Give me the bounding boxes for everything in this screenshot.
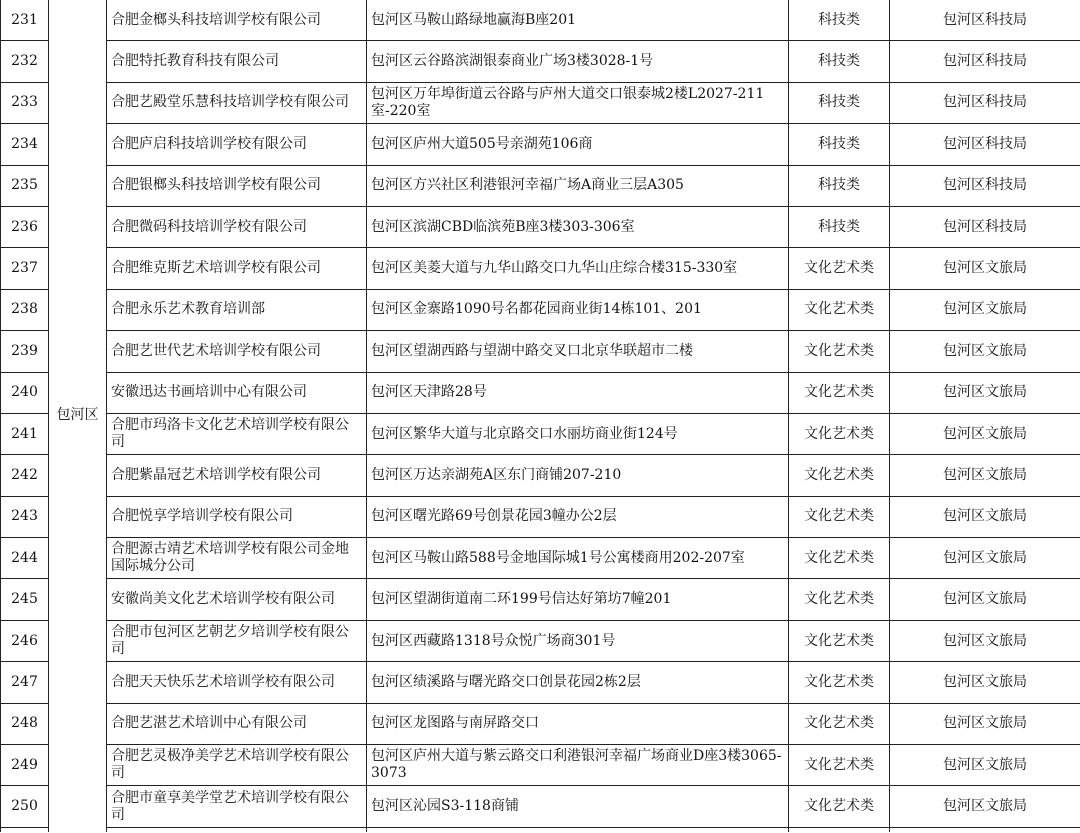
supervising-bureau: 包河区科技局: [890, 0, 1080, 41]
supervising-bureau: 包河区文旅局: [890, 538, 1080, 579]
table-row: [1, 124, 1080, 165]
supervising-bureau: 包河区文旅局: [890, 620, 1080, 661]
institution-category: 文化艺术类: [789, 413, 890, 454]
table-row: [1, 0, 1080, 41]
institution-address: 包河区马鞍山路588号金地国际城1号公寓楼商用202-207室: [367, 538, 789, 579]
supervising-bureau: 包河区科技局: [890, 41, 1080, 82]
row-number: 250: [1, 786, 49, 827]
row-number: 244: [1, 538, 49, 579]
supervising-bureau: 包河区文旅局: [890, 289, 1080, 330]
row-number: 237: [1, 248, 49, 289]
supervising-bureau: 包河区文旅局: [890, 579, 1080, 620]
institution-address: 包河区天津路28号: [367, 372, 789, 413]
supervising-bureau: 包河区文旅局: [890, 786, 1080, 827]
table-body: [1, 0, 1080, 832]
institution-category: 文化艺术类: [789, 455, 890, 496]
institution-category: 文化艺术类: [789, 703, 890, 744]
institution-name: 合肥永乐艺术教育培训部: [107, 289, 367, 330]
institution-category: 文化艺术类: [789, 579, 890, 620]
table-row: [1, 248, 1080, 289]
row-number: 234: [1, 124, 49, 165]
institution-address: 包河区繁华大道与北京路交口水丽坊商业街124号: [367, 413, 789, 454]
partial-cell: [1, 827, 49, 832]
institution-address: 包河区曙光路69号创景花园3幢办公2层: [367, 496, 789, 537]
institution-category: 文化艺术类: [789, 331, 890, 372]
row-number: 243: [1, 496, 49, 537]
institution-name: 合肥艺灵极净美学艺术培训学校有限公司: [107, 745, 367, 786]
supervising-bureau: 包河区文旅局: [890, 455, 1080, 496]
partial-cell: [367, 827, 789, 832]
table-row: [1, 786, 1080, 827]
institution-name: 合肥市包河区艺朝艺夕培训学校有限公司: [107, 620, 367, 661]
district-cell: 包河区: [49, 0, 107, 832]
institution-category: 文化艺术类: [789, 786, 890, 827]
supervising-bureau: 包河区文旅局: [890, 331, 1080, 372]
institution-category: 科技类: [789, 41, 890, 82]
institution-address: 包河区绩溪路与曙光路交口创景花园2栋2层: [367, 662, 789, 703]
table-row-partial: [1, 827, 1080, 832]
row-number: 246: [1, 620, 49, 661]
institution-address: 包河区龙图路与南屏路交口: [367, 703, 789, 744]
table-row: [1, 496, 1080, 537]
row-number: 247: [1, 662, 49, 703]
institution-address: 包河区望湖街道南二环199号信达好第坊7幢201: [367, 579, 789, 620]
table-row: [1, 413, 1080, 454]
supervising-bureau: 包河区科技局: [890, 165, 1080, 206]
institution-name: 合肥市玛洛卡文化艺术培训学校有限公司: [107, 413, 367, 454]
institution-name: 合肥天天快乐艺术培训学校有限公司: [107, 662, 367, 703]
supervising-bureau: 包河区文旅局: [890, 413, 1080, 454]
institution-name: 合肥市童享美学堂艺术培训学校有限公司: [107, 786, 367, 827]
institution-category: 文化艺术类: [789, 620, 890, 661]
row-number: 232: [1, 41, 49, 82]
supervising-bureau: 包河区文旅局: [890, 496, 1080, 537]
row-number: 233: [1, 82, 49, 123]
table-row: [1, 703, 1080, 744]
institution-category: 科技类: [789, 0, 890, 41]
institution-name: 合肥源古靖艺术培训学校有限公司金地国际城分公司: [107, 538, 367, 579]
table-row: [1, 662, 1080, 703]
table-row: [1, 455, 1080, 496]
institution-address: 包河区万年埠街道云谷路与庐州大道交口银泰城2楼L2027-211室-220室: [367, 82, 789, 123]
institution-category: 文化艺术类: [789, 289, 890, 330]
institution-category: 文化艺术类: [789, 662, 890, 703]
row-number: 240: [1, 372, 49, 413]
institution-address: 包河区方兴社区利港银河幸福广场A商业三层A305: [367, 165, 789, 206]
supervising-bureau: 包河区科技局: [890, 206, 1080, 247]
table-row: [1, 745, 1080, 786]
institution-name: 合肥艺世代艺术培训学校有限公司: [107, 331, 367, 372]
table-row: [1, 289, 1080, 330]
institution-name: 安徽迅达书画培训中心有限公司: [107, 372, 367, 413]
institution-category: 文化艺术类: [789, 538, 890, 579]
table-row: [1, 579, 1080, 620]
supervising-bureau: 包河区文旅局: [890, 372, 1080, 413]
institution-category: 科技类: [789, 206, 890, 247]
institution-address: 包河区庐州大道505号亲湖苑106商: [367, 124, 789, 165]
row-number: 241: [1, 413, 49, 454]
institution-name: 安徽尚美文化艺术培训学校有限公司: [107, 579, 367, 620]
supervising-bureau: 包河区科技局: [890, 82, 1080, 123]
institution-address: 包河区马鞍山路绿地赢海B座201: [367, 0, 789, 41]
row-number: 239: [1, 331, 49, 372]
institution-name: 合肥艺湛艺术培训中心有限公司: [107, 703, 367, 744]
institution-name: 合肥艺殿堂乐慧科技培训学校有限公司: [107, 82, 367, 123]
institution-category: 科技类: [789, 124, 890, 165]
table-row: [1, 206, 1080, 247]
table-row: [1, 165, 1080, 206]
table-row: [1, 82, 1080, 123]
supervising-bureau: 包河区科技局: [890, 124, 1080, 165]
table-row: [1, 331, 1080, 372]
institution-category: 科技类: [789, 165, 890, 206]
row-number: 238: [1, 289, 49, 330]
institution-category: 文化艺术类: [789, 372, 890, 413]
institution-address: 包河区万达亲湖苑A区东门商铺207-210: [367, 455, 789, 496]
institution-address: 包河区金寨路1090号名都花园商业街14栋101、201: [367, 289, 789, 330]
institution-category: 科技类: [789, 82, 890, 123]
supervising-bureau: 包河区文旅局: [890, 703, 1080, 744]
institution-category: 文化艺术类: [789, 745, 890, 786]
institution-address: 包河区滨湖CBD临滨苑B座3楼303-306室: [367, 206, 789, 247]
institution-address: 包河区沁园S3-118商铺: [367, 786, 789, 827]
supervising-bureau: 包河区文旅局: [890, 745, 1080, 786]
institution-category: 文化艺术类: [789, 496, 890, 537]
row-number: 245: [1, 579, 49, 620]
table-row: [1, 620, 1080, 661]
supervising-bureau: 包河区文旅局: [890, 662, 1080, 703]
row-number: 248: [1, 703, 49, 744]
institution-address: 包河区庐州大道与紫云路交口利港银河幸福广场商业D座3楼3065-3073: [367, 745, 789, 786]
partial-cell: [107, 827, 367, 832]
institution-address: 包河区美菱大道与九华山路交口九华山庄综合楼315-330室: [367, 248, 789, 289]
institution-name: 合肥维克斯艺术培训学校有限公司: [107, 248, 367, 289]
row-number: 235: [1, 165, 49, 206]
supervising-bureau: 包河区文旅局: [890, 248, 1080, 289]
institution-name: 合肥银榔头科技培训学校有限公司: [107, 165, 367, 206]
institution-name: 合肥悦享学培训学校有限公司: [107, 496, 367, 537]
partial-cell: [890, 827, 1080, 832]
institution-name: 合肥庐启科技培训学校有限公司: [107, 124, 367, 165]
institution-name: 合肥紫晶冠艺术培训学校有限公司: [107, 455, 367, 496]
institution-category: 文化艺术类: [789, 248, 890, 289]
institution-name: 合肥特托教育科技有限公司: [107, 41, 367, 82]
table-row: [1, 372, 1080, 413]
partial-cell: [789, 827, 890, 832]
row-number: 249: [1, 745, 49, 786]
institution-name: 合肥微码科技培训学校有限公司: [107, 206, 367, 247]
row-number: 242: [1, 455, 49, 496]
row-number: 231: [1, 0, 49, 41]
table-row: [1, 41, 1080, 82]
institution-address: 包河区云谷路滨湖银泰商业广场3楼3028-1号: [367, 41, 789, 82]
institution-address: 包河区西藏路1318号众悦广场商301号: [367, 620, 789, 661]
institution-address: 包河区望湖西路与望湖中路交叉口北京华联超市二楼: [367, 331, 789, 372]
institution-name: 合肥金榔头科技培训学校有限公司: [107, 0, 367, 41]
table-row: [1, 538, 1080, 579]
row-number: 236: [1, 206, 49, 247]
